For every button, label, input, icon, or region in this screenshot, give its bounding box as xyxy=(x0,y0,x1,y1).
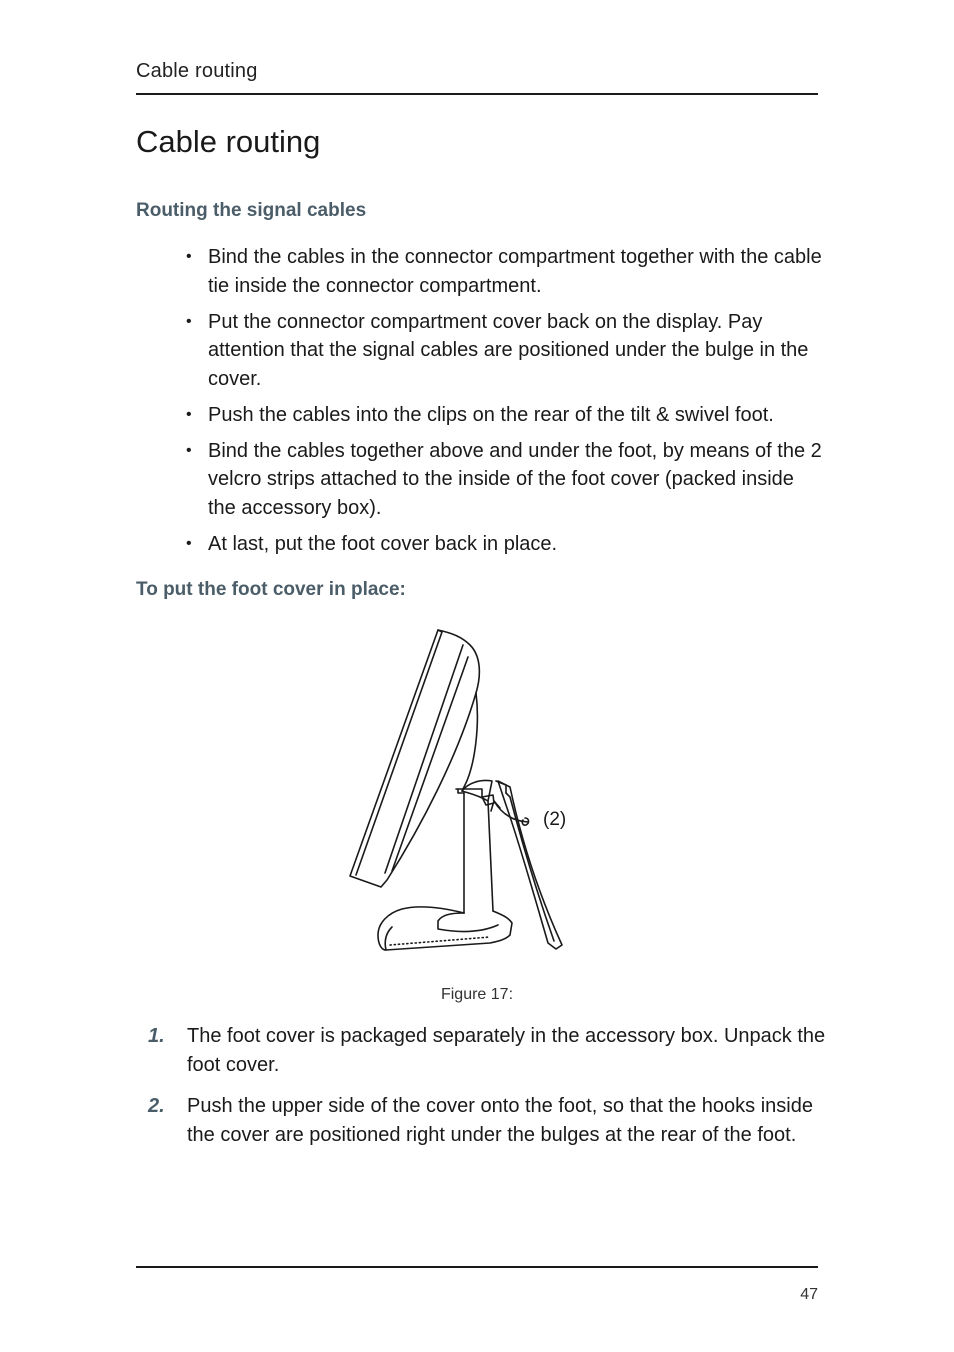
bullet-icon: • xyxy=(186,441,192,459)
list-item xyxy=(186,308,826,394)
list-item xyxy=(186,437,826,523)
section-heading-foot-cover: To put the foot cover in place: xyxy=(136,579,406,600)
monitor-back-bulge xyxy=(462,693,477,791)
list-item-text: Put the connector compartment cover back on the display. Pay attention that the signal cables are positioned under the bulge in the cover. xyxy=(208,310,809,390)
list-item-text: Bind the cables in the connector compartment together with the cable tie inside the connector compartment. xyxy=(208,246,822,297)
bullet-icon: • xyxy=(186,248,192,265)
bullet-icon: • xyxy=(186,534,192,552)
bullet-icon: • xyxy=(186,405,192,423)
monitor-screen-line-inner xyxy=(392,657,468,871)
foot-base xyxy=(378,907,512,950)
header-rule xyxy=(136,93,818,95)
foot-base-top xyxy=(438,913,498,932)
figure-callout-label: (2) xyxy=(543,809,567,830)
monitor-panel-front-edge xyxy=(356,630,442,875)
list-item xyxy=(136,1022,826,1079)
section-heading-routing: Routing the signal cables xyxy=(136,200,367,221)
foot-base-edge xyxy=(385,927,392,950)
bullet-list xyxy=(186,243,826,566)
step-text: Push the upper side of the cover onto the foot, so that the hooks inside the cover are positioned right under the bulges at the rear of the foot. xyxy=(187,1095,813,1146)
push-arrow-head xyxy=(491,801,500,811)
list-item xyxy=(186,401,826,430)
monitor-foot-cover-illustration xyxy=(330,615,610,965)
step-number: 2. xyxy=(148,1095,165,1117)
list-item-text: Push the cables into the clips on the rear of the tilt & swivel foot. xyxy=(208,403,774,426)
list-item-text: At last, put the foot cover back in place. xyxy=(208,532,558,555)
stand-column xyxy=(458,789,464,913)
step-number: 1. xyxy=(148,1025,165,1047)
step-text: The foot cover is packaged separately in the accessory box. Unpack the foot cover. xyxy=(187,1025,826,1076)
figure-caption: Figure 17: xyxy=(440,986,514,1003)
list-item xyxy=(186,243,826,300)
step-list xyxy=(136,1022,826,1162)
stand-column-back xyxy=(488,801,493,911)
list-item xyxy=(186,530,826,559)
bullet-icon: • xyxy=(186,312,192,330)
list-item xyxy=(136,1092,826,1149)
running-header: Cable routing xyxy=(136,60,258,82)
page-number: 47 xyxy=(800,1286,818,1303)
list-item-text: Bind the cables together above and under the foot, by means of the 2 velcro strips attached to the inside of the foot cover (packed inside the accessory box). xyxy=(208,439,822,519)
monitor-panel xyxy=(350,630,479,887)
footer-rule xyxy=(136,1266,818,1268)
page-title: Cable routing xyxy=(136,124,321,159)
